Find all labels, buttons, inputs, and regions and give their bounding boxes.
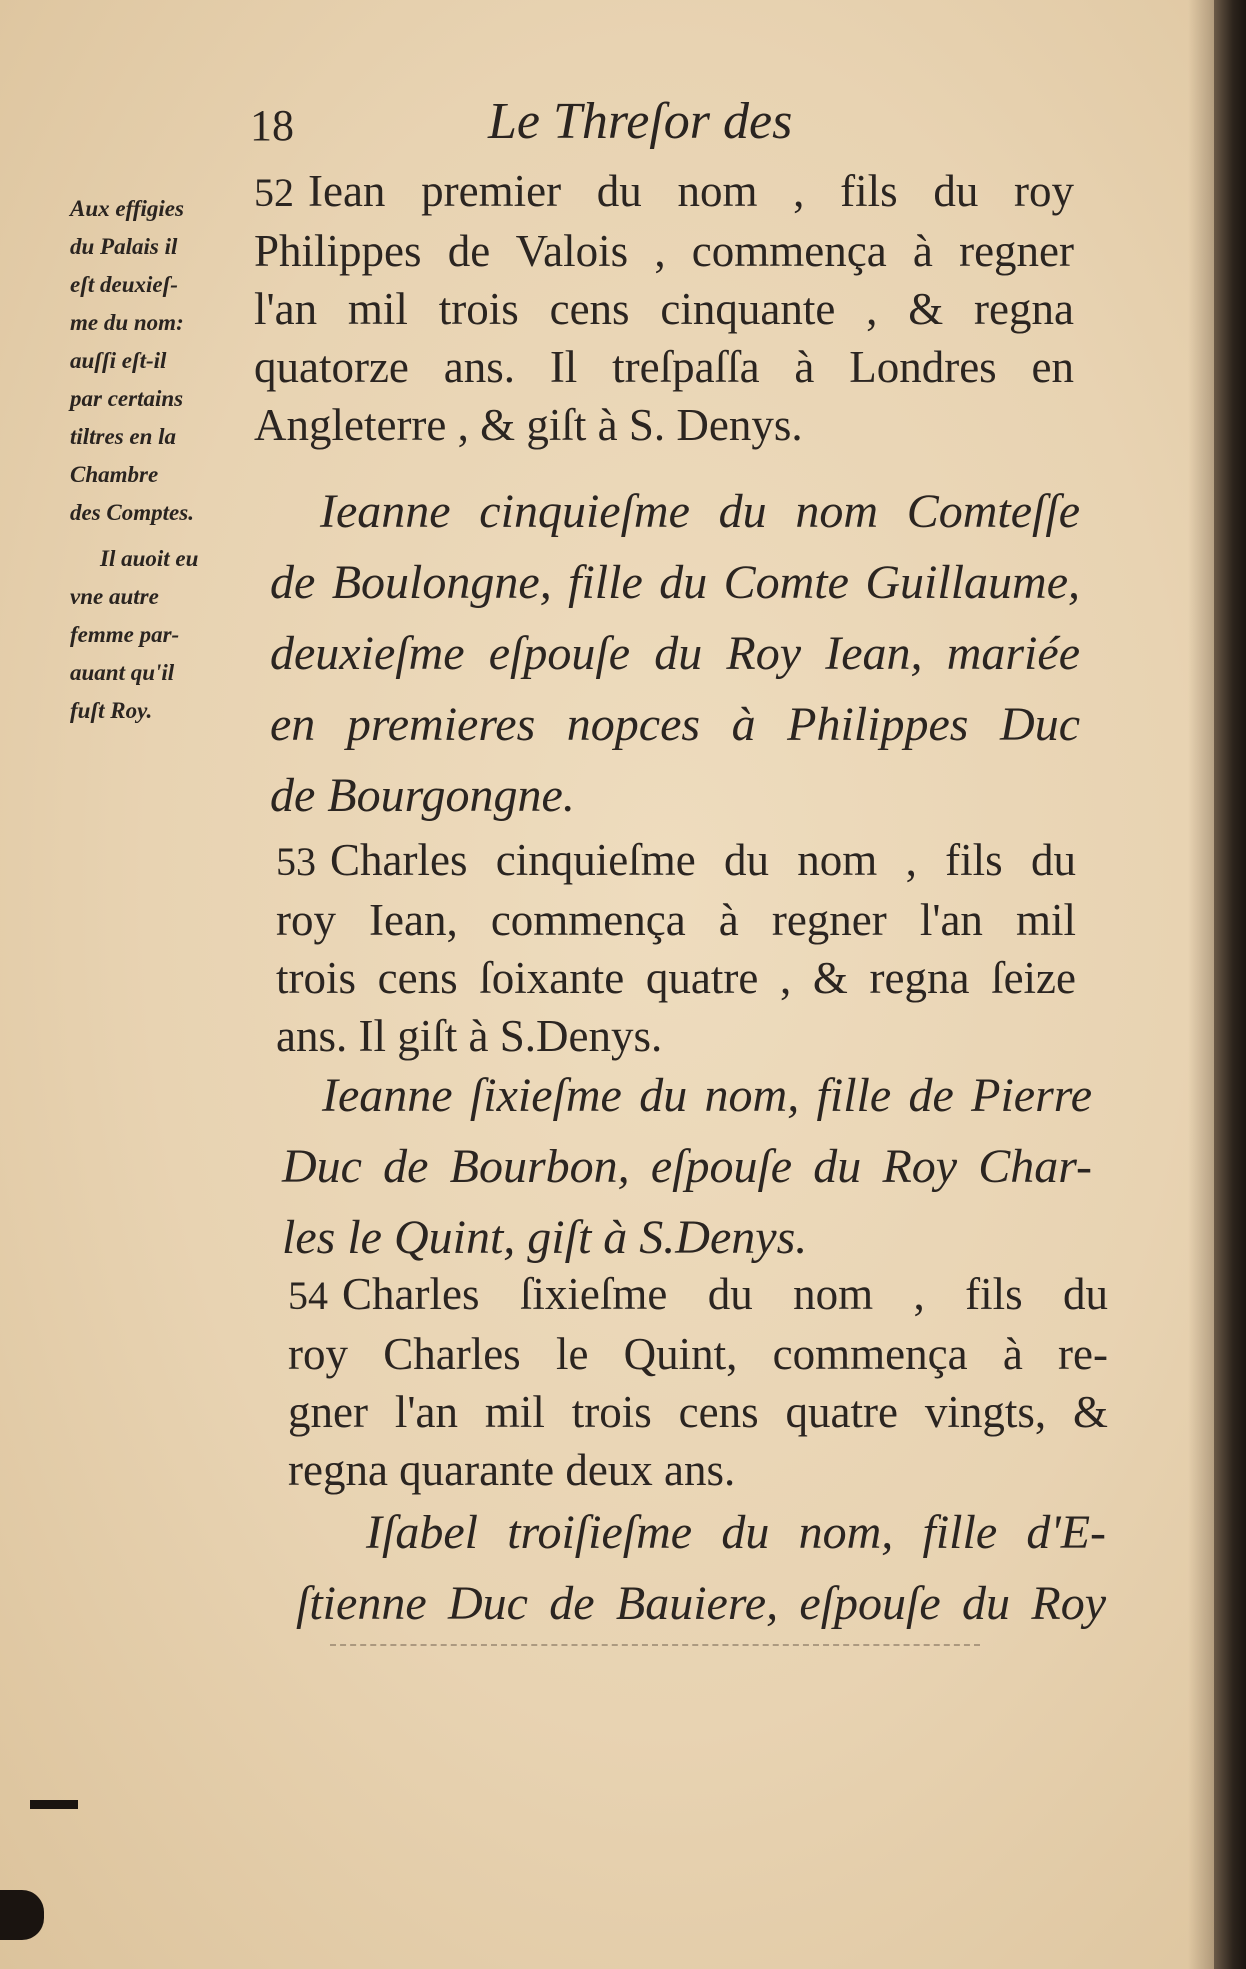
margin-note-line: fuſt Roy. bbox=[70, 698, 153, 723]
entry-line: Duc de Bourbon, eſpouſe du Roy Char- bbox=[282, 1140, 1092, 1193]
margin-note-line: par certains bbox=[70, 386, 184, 411]
ink-mark bbox=[30, 1800, 78, 1809]
margin-note-line: tiltres en la bbox=[70, 424, 177, 449]
margin-note-line: me du nom: bbox=[70, 310, 184, 335]
entry-line: roy Charles le Quint, commença à re- bbox=[288, 1329, 1108, 1379]
entry-line: Ieanne cinquieſme du nom Comteſſe bbox=[320, 485, 1080, 538]
entry-number: 53 bbox=[276, 839, 316, 884]
entry-line: de Boulongne, fille du Comte Guillaume, bbox=[270, 556, 1080, 609]
margin-note-line: Il auoit eu bbox=[100, 546, 199, 571]
entry-line: quatorze ans. Il treſpaſſa à Londres en bbox=[254, 342, 1074, 392]
entry-52-jean-premier bbox=[254, 162, 1074, 454]
entry-line: Iſabel troiſieſme du nom, fille d'E- bbox=[366, 1506, 1106, 1559]
entry-line: en premieres nopces à Philippes Duc bbox=[270, 698, 1080, 751]
bleed-through-rule bbox=[330, 1644, 980, 1646]
entry-line: Angleterre , & giſt à S. Denys. bbox=[254, 400, 803, 450]
margin-note-line: Aux effigies bbox=[70, 196, 184, 221]
margin-note-line: auant qu'il bbox=[70, 660, 175, 685]
margin-note-effigies bbox=[70, 190, 260, 532]
entry-line: deuxieſme eſpouſe du Roy Iean, mariée bbox=[270, 627, 1080, 680]
entry-54-charles-sixiesme bbox=[288, 1265, 1108, 1499]
entry-number: 54 bbox=[288, 1273, 328, 1318]
running-title: Le Threſor des bbox=[488, 93, 793, 150]
page-edge bbox=[1214, 0, 1246, 1969]
entry-line: regna quarante deux ans. bbox=[288, 1445, 736, 1495]
entry-line: 53 Charles cinquieſme du nom , fils du bbox=[276, 831, 1076, 891]
entry-line: les le Quint, giſt à S.Denys. bbox=[282, 1211, 808, 1264]
entry-line: ſtienne Duc de Bauiere, eſpouſe du Roy bbox=[296, 1577, 1106, 1630]
margin-note-line: femme par- bbox=[70, 622, 180, 647]
margin-note-line: des Comptes. bbox=[70, 500, 194, 525]
entry-line: 52 Iean premier du nom , fils du roy bbox=[254, 162, 1074, 222]
margin-note-line: eſt deuxieſ- bbox=[70, 272, 178, 297]
entry-line: trois cens ſoixante quatre , & regna ſeize bbox=[276, 953, 1076, 1003]
entry-line: Philippes de Valois , commença à regner bbox=[254, 226, 1074, 276]
page-header bbox=[0, 92, 1214, 162]
margin-note-line: du Palais il bbox=[70, 234, 178, 259]
entry-line: Ieanne ſixieſme du nom, fille de Pierre bbox=[322, 1069, 1092, 1122]
entry-line: 54 Charles ſixieſme du nom , fils du bbox=[288, 1265, 1108, 1325]
margin-note-line: vne autre bbox=[70, 584, 159, 609]
folio-number: 18 bbox=[250, 101, 294, 150]
entry-isabel-de-bauiere bbox=[296, 1497, 1106, 1639]
margin-notes bbox=[70, 190, 260, 730]
margin-note-line: Chambre bbox=[70, 462, 159, 487]
margin-note-first-wife bbox=[70, 540, 260, 730]
entry-line: l'an mil trois cens cinquante , & regna bbox=[254, 284, 1074, 334]
entry-line: roy Iean, commença à regner l'an mil bbox=[276, 895, 1076, 945]
entry-jeanne-de-boulongne bbox=[270, 476, 1080, 831]
entry-line: gner l'an mil trois cens quatre vingts, & bbox=[288, 1387, 1108, 1437]
margin-note-line: auſſi eſt-il bbox=[70, 348, 167, 373]
entry-number: 52 bbox=[254, 170, 294, 215]
entry-line: ans. Il giſt à S.Denys. bbox=[276, 1011, 663, 1061]
entry-line: de Bourgongne. bbox=[270, 769, 575, 822]
entry-53-charles-cinquiesme bbox=[276, 831, 1076, 1065]
ink-mark bbox=[0, 1890, 44, 1940]
entry-jeanne-de-bourbon bbox=[282, 1060, 1092, 1273]
